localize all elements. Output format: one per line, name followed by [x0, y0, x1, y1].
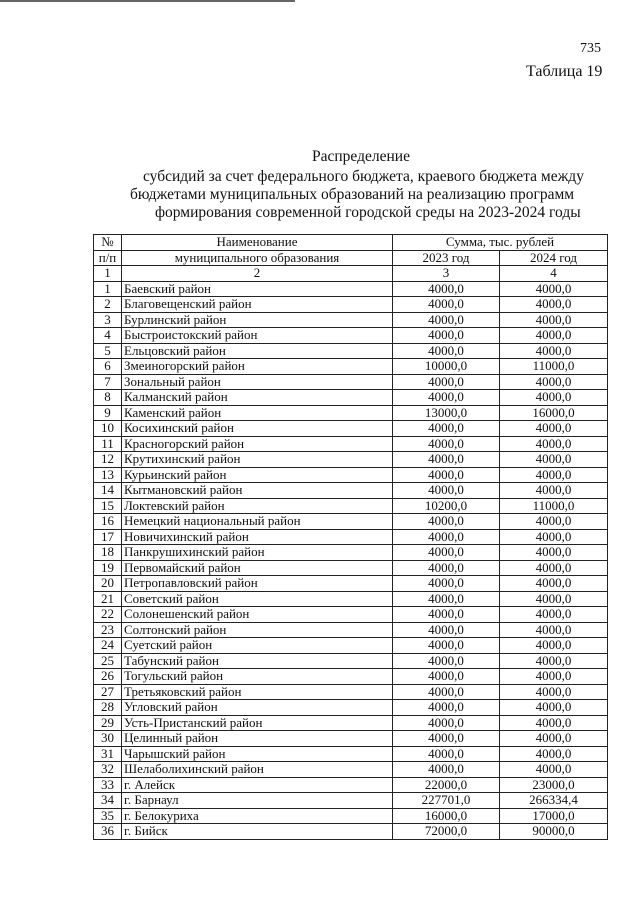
table-row — [94, 824, 608, 840]
title-line-4: формирования современной городской среды на 2023-2024 годы — [155, 204, 581, 221]
colnum-3: 3 — [393, 266, 500, 282]
row-number: 20 — [94, 576, 122, 592]
row-municipality: Шелаболихинский район — [122, 762, 393, 778]
row-municipality: Змеиногорский район — [122, 359, 393, 375]
page-number: 735 — [580, 41, 601, 56]
row-value-2023: 4000,0 — [393, 576, 500, 592]
table-row — [94, 576, 608, 592]
row-value-2023: 4000,0 — [393, 312, 500, 328]
table-row — [94, 467, 608, 483]
table-row — [94, 498, 608, 514]
row-number: 29 — [94, 715, 122, 731]
row-value-2023: 22000,0 — [393, 777, 500, 793]
row-value-2024: 4000,0 — [500, 653, 608, 669]
row-value-2023: 4000,0 — [393, 436, 500, 452]
row-value-2024: 4000,0 — [500, 343, 608, 359]
row-value-2023: 4000,0 — [393, 560, 500, 576]
table-label: Таблица 19 — [526, 63, 603, 80]
row-number: 7 — [94, 374, 122, 390]
row-municipality: Крутихинский район — [122, 452, 393, 468]
row-number: 21 — [94, 591, 122, 607]
header-2023: 2023 год — [393, 250, 500, 266]
row-municipality: Быстроистокский район — [122, 328, 393, 344]
row-value-2023: 4000,0 — [393, 514, 500, 530]
row-value-2023: 4000,0 — [393, 281, 500, 297]
table-row — [94, 607, 608, 623]
header-num: № — [94, 235, 122, 251]
row-value-2023: 4000,0 — [393, 669, 500, 685]
row-value-2023: 13000,0 — [393, 405, 500, 421]
row-value-2024: 4000,0 — [500, 762, 608, 778]
row-municipality: Третьяковский район — [122, 684, 393, 700]
row-value-2024: 4000,0 — [500, 638, 608, 654]
row-municipality: Панкрушихинский район — [122, 545, 393, 561]
row-number: 13 — [94, 467, 122, 483]
row-number: 27 — [94, 684, 122, 700]
colnum-4: 4 — [500, 266, 608, 282]
row-value-2024: 4000,0 — [500, 700, 608, 716]
row-municipality: Целинный район — [122, 731, 393, 747]
row-municipality: Благовещенский район — [122, 297, 393, 313]
table-row — [94, 374, 608, 390]
title-line-3: бюджетами муниципальных образований на реализацию программ — [130, 186, 575, 203]
row-number: 12 — [94, 452, 122, 468]
row-municipality: Курьинский район — [122, 467, 393, 483]
row-municipality: Баевский район — [122, 281, 393, 297]
table-row — [94, 328, 608, 344]
row-number: 3 — [94, 312, 122, 328]
row-value-2023: 4000,0 — [393, 684, 500, 700]
row-value-2024: 4000,0 — [500, 436, 608, 452]
row-value-2023: 4000,0 — [393, 545, 500, 561]
row-value-2024: 4000,0 — [500, 281, 608, 297]
row-number: 9 — [94, 405, 122, 421]
row-value-2023: 4000,0 — [393, 297, 500, 313]
table-row — [94, 622, 608, 638]
row-number: 6 — [94, 359, 122, 375]
row-value-2023: 4000,0 — [393, 483, 500, 499]
title-line-2: субсидий за счет федерального бюджета, краевого бюджета между — [143, 168, 584, 185]
row-number: 28 — [94, 700, 122, 716]
row-value-2023: 4000,0 — [393, 529, 500, 545]
row-number: 33 — [94, 777, 122, 793]
row-value-2023: 4000,0 — [393, 452, 500, 468]
row-number: 36 — [94, 824, 122, 840]
row-value-2023: 10200,0 — [393, 498, 500, 514]
row-number: 10 — [94, 421, 122, 437]
row-municipality: Зональный район — [122, 374, 393, 390]
row-number: 23 — [94, 622, 122, 638]
row-value-2024: 4000,0 — [500, 669, 608, 685]
row-value-2023: 4000,0 — [393, 746, 500, 762]
row-value-2024: 4000,0 — [500, 467, 608, 483]
table-row — [94, 297, 608, 313]
row-municipality: Каменский район — [122, 405, 393, 421]
row-value-2024: 11000,0 — [500, 498, 608, 514]
row-value-2024: 4000,0 — [500, 452, 608, 468]
row-value-2023: 227701,0 — [393, 793, 500, 809]
row-value-2023: 10000,0 — [393, 359, 500, 375]
subsidy-table — [93, 234, 608, 840]
row-value-2023: 4000,0 — [393, 328, 500, 344]
table-row — [94, 638, 608, 654]
row-municipality: Советский район — [122, 591, 393, 607]
table-row — [94, 390, 608, 406]
row-value-2024: 266334,4 — [500, 793, 608, 809]
row-value-2023: 4000,0 — [393, 421, 500, 437]
table-row — [94, 731, 608, 747]
row-value-2023: 4000,0 — [393, 622, 500, 638]
row-municipality: Солтонский район — [122, 622, 393, 638]
row-municipality: Бурлинский район — [122, 312, 393, 328]
table-row — [94, 312, 608, 328]
row-value-2024: 4000,0 — [500, 312, 608, 328]
colnum-1: 1 — [94, 266, 122, 282]
row-municipality: Немецкий национальный район — [122, 514, 393, 530]
row-value-2023: 4000,0 — [393, 715, 500, 731]
row-municipality: Чарышский район — [122, 746, 393, 762]
row-value-2024: 4000,0 — [500, 622, 608, 638]
column-number-row — [94, 266, 608, 282]
row-number: 18 — [94, 545, 122, 561]
row-value-2024: 4000,0 — [500, 746, 608, 762]
row-value-2024: 4000,0 — [500, 607, 608, 623]
row-number: 14 — [94, 483, 122, 499]
table-row — [94, 436, 608, 452]
row-number: 15 — [94, 498, 122, 514]
row-value-2024: 4000,0 — [500, 529, 608, 545]
header-sum: Сумма, тыс. рублей — [393, 235, 608, 251]
table-row — [94, 421, 608, 437]
row-value-2023: 4000,0 — [393, 467, 500, 483]
row-number: 31 — [94, 746, 122, 762]
row-municipality: Угловский район — [122, 700, 393, 716]
table-row — [94, 669, 608, 685]
row-value-2024: 4000,0 — [500, 545, 608, 561]
row-value-2023: 4000,0 — [393, 762, 500, 778]
row-number: 34 — [94, 793, 122, 809]
table-row — [94, 483, 608, 499]
table-row — [94, 359, 608, 375]
row-value-2024: 4000,0 — [500, 328, 608, 344]
row-number: 32 — [94, 762, 122, 778]
row-value-2023: 4000,0 — [393, 343, 500, 359]
row-number: 11 — [94, 436, 122, 452]
row-number: 4 — [94, 328, 122, 344]
row-value-2023: 16000,0 — [393, 808, 500, 824]
row-value-2023: 4000,0 — [393, 390, 500, 406]
table-row — [94, 545, 608, 561]
row-value-2024: 4000,0 — [500, 591, 608, 607]
row-municipality: Первомайский район — [122, 560, 393, 576]
row-municipality: Косихинский район — [122, 421, 393, 437]
row-municipality: г. Барнаул — [122, 793, 393, 809]
table-row — [94, 514, 608, 530]
row-value-2024: 4000,0 — [500, 731, 608, 747]
row-municipality: Кытмановский район — [122, 483, 393, 499]
row-municipality: Новичихинский район — [122, 529, 393, 545]
row-number: 5 — [94, 343, 122, 359]
row-value-2024: 17000,0 — [500, 808, 608, 824]
row-municipality: Калманский район — [122, 390, 393, 406]
row-value-2023: 4000,0 — [393, 731, 500, 747]
row-municipality: г. Белокуриха — [122, 808, 393, 824]
table-row — [94, 452, 608, 468]
row-municipality: г. Алейск — [122, 777, 393, 793]
row-number: 22 — [94, 607, 122, 623]
row-number: 8 — [94, 390, 122, 406]
row-value-2024: 4000,0 — [500, 684, 608, 700]
row-value-2024: 4000,0 — [500, 297, 608, 313]
table-row — [94, 653, 608, 669]
table-row — [94, 808, 608, 824]
table-row — [94, 746, 608, 762]
table-row — [94, 560, 608, 576]
header-2024: 2024 год — [500, 250, 608, 266]
row-value-2024: 4000,0 — [500, 715, 608, 731]
table-row — [94, 591, 608, 607]
table-row — [94, 793, 608, 809]
row-value-2024: 90000,0 — [500, 824, 608, 840]
row-value-2024: 4000,0 — [500, 560, 608, 576]
header-num-2: п/п — [94, 250, 122, 266]
row-municipality: Усть-Пристанский район — [122, 715, 393, 731]
table-row — [94, 684, 608, 700]
row-municipality: Красногорский район — [122, 436, 393, 452]
header-row-2 — [94, 250, 608, 266]
row-value-2024: 4000,0 — [500, 421, 608, 437]
table-row — [94, 281, 608, 297]
row-municipality: Петропавловский район — [122, 576, 393, 592]
row-value-2024: 4000,0 — [500, 514, 608, 530]
row-number: 16 — [94, 514, 122, 530]
row-municipality: Солонешенский район — [122, 607, 393, 623]
row-number: 35 — [94, 808, 122, 824]
row-municipality: Суетский район — [122, 638, 393, 654]
row-number: 2 — [94, 297, 122, 313]
colnum-2: 2 — [122, 266, 393, 282]
header-row-1 — [94, 235, 608, 251]
row-value-2024: 16000,0 — [500, 405, 608, 421]
row-number: 19 — [94, 560, 122, 576]
row-number: 26 — [94, 669, 122, 685]
table-row — [94, 715, 608, 731]
row-value-2024: 4000,0 — [500, 374, 608, 390]
row-value-2024: 23000,0 — [500, 777, 608, 793]
row-value-2024: 4000,0 — [500, 483, 608, 499]
row-number: 17 — [94, 529, 122, 545]
row-value-2024: 4000,0 — [500, 390, 608, 406]
row-municipality: Табунский район — [122, 653, 393, 669]
header-name: Наименование — [122, 235, 393, 251]
top-rule — [0, 0, 295, 2]
title-line-1: Распределение — [312, 148, 410, 165]
row-value-2023: 4000,0 — [393, 638, 500, 654]
table-row — [94, 777, 608, 793]
row-number: 1 — [94, 281, 122, 297]
row-value-2023: 4000,0 — [393, 700, 500, 716]
header-name-2: муниципального образования — [122, 250, 393, 266]
row-municipality: г. Бийск — [122, 824, 393, 840]
row-value-2023: 72000,0 — [393, 824, 500, 840]
table-row — [94, 529, 608, 545]
table-row — [94, 343, 608, 359]
row-value-2023: 4000,0 — [393, 374, 500, 390]
row-municipality: Ельцовский район — [122, 343, 393, 359]
row-value-2023: 4000,0 — [393, 607, 500, 623]
table-row — [94, 700, 608, 716]
row-number: 24 — [94, 638, 122, 654]
table-row — [94, 405, 608, 421]
row-value-2023: 4000,0 — [393, 653, 500, 669]
row-municipality: Тогульский район — [122, 669, 393, 685]
row-value-2024: 11000,0 — [500, 359, 608, 375]
row-number: 30 — [94, 731, 122, 747]
row-value-2024: 4000,0 — [500, 576, 608, 592]
row-municipality: Локтевский район — [122, 498, 393, 514]
row-number: 25 — [94, 653, 122, 669]
table-row — [94, 762, 608, 778]
row-value-2023: 4000,0 — [393, 591, 500, 607]
